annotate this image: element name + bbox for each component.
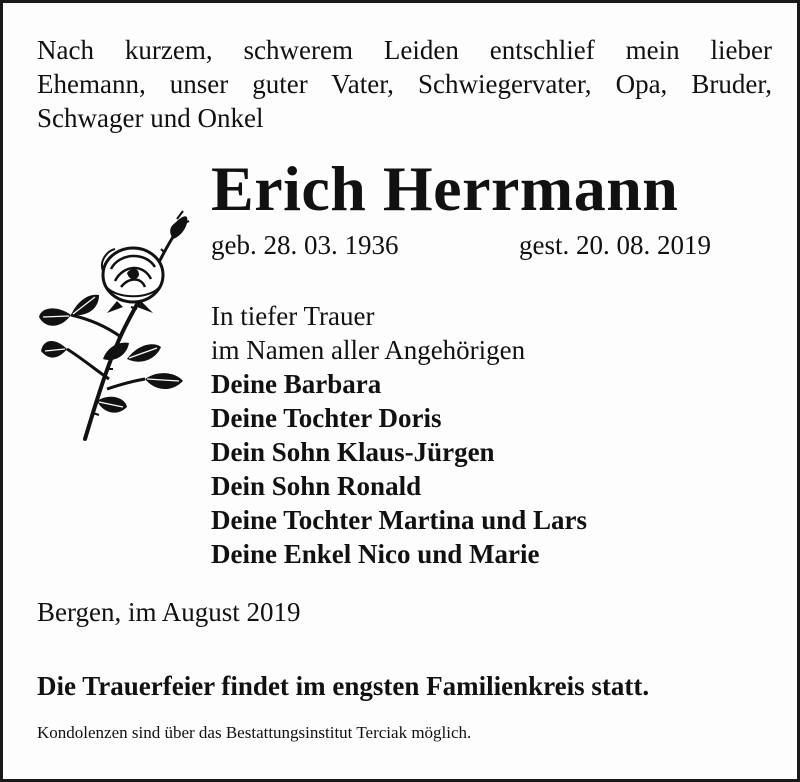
- intro-line: Schwager und Onkel: [37, 103, 264, 133]
- mourning-line: im Namen aller Angehörigen: [211, 335, 526, 365]
- intro-line: Nach kurzem, schwerem Leiden entschlief mein lieber: [37, 35, 772, 65]
- mourning-line: In tiefer Trauer: [211, 301, 375, 331]
- intro-text: [37, 33, 772, 135]
- mourner: Deine Tochter Martina und Lars: [211, 505, 588, 535]
- death-date: gest. 20. 08. 2019: [519, 230, 711, 260]
- rose-icon: [37, 209, 197, 445]
- mourning-block: [211, 299, 587, 571]
- mourner: Dein Sohn Ronald: [211, 471, 422, 501]
- intro-line: Ehemann, unser guter Vater, Schwiegervater, Opa, Bruder,: [37, 69, 772, 99]
- mourner: Dein Sohn Klaus-Jürgen: [211, 437, 495, 467]
- condolences-note: Kondolenzen sind über das Bestattungsinstitut Terciak möglich.: [37, 723, 472, 742]
- deceased-name: Erich Herrmann: [211, 153, 679, 224]
- ceremony-note: Die Trauerfeier findet im engsten Familienkreis statt.: [37, 671, 650, 701]
- mourner: Deine Enkel Nico und Marie: [211, 539, 540, 569]
- mourner: Deine Tochter Doris: [211, 403, 442, 433]
- birth-date: geb. 28. 03. 1936: [211, 230, 399, 260]
- place-date: Bergen, im August 2019: [37, 597, 301, 627]
- mourner: Deine Barbara: [211, 369, 382, 399]
